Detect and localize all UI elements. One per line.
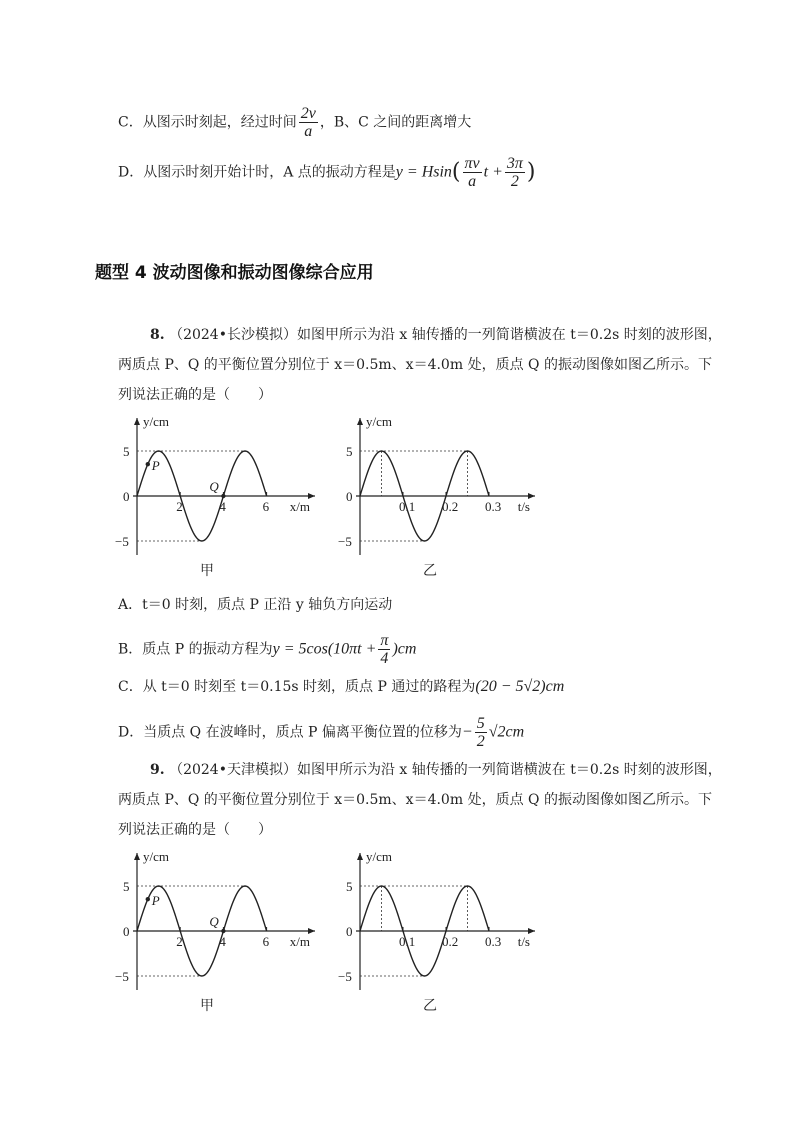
x-tick-label: 0.3 [485,934,502,949]
q8-option-b: B．质点 P 的振动方程为y = 5cos(10πt + $\frac{\pi}{4}$ )cm [118,632,417,667]
y-tick-label: 5 [346,879,353,894]
option-d-eq: y = Hsin [395,163,452,181]
x-tick-label: 2 [176,499,183,514]
y-axis-label: y/cm [366,414,392,429]
x-tick-label: 4 [219,934,226,949]
q8-option-c: C．从 t＝0 时刻至 t＝0.15s 时刻，质点 P 通过的路程为(20 − 5√2)cm [118,678,565,695]
q9-line2: 两质点 P、Q 的平衡位置分别位于 x＝0.5m、x＝4.0m 处，质点 Q 的振动图像如图乙所示。下 [118,792,712,808]
graph-jia-caption-q9: 甲 [200,998,214,1014]
y-tick-label: 0 [346,489,353,504]
x-axis-label: t/s [517,934,530,949]
point-label-p: P [151,458,160,474]
x-tick-label: 4 [219,499,226,514]
option-c-text: C．从图示时刻起，经过时间 [118,114,297,131]
y-tick-label: 0 [123,924,130,939]
q8-line2: 两质点 P、Q 的平衡位置分别位于 x＝0.5m、x＝4.0m 处，质点 Q 的振动图像如图乙所示。下 [118,357,712,373]
y-tick-label: −5 [338,534,352,549]
x-axis-label: t/s [517,499,530,514]
x-axis-label: x/m [289,499,310,514]
y-tick-label: 5 [346,444,353,459]
y-tick-label: 0 [346,924,353,939]
graph-jia-caption: 甲 [200,563,214,579]
x-tick-label: 6 [262,934,270,949]
x-tick-label: 0.2 [442,934,459,949]
option-c-fraction: $\frac{2v}{a}$ [300,105,316,140]
y-axis-arrow [357,853,363,860]
option-d: D．从图示时刻开始计时，A 点的振动方程是y = Hsin( $\frac{\pi v}{a}$ t + $\frac{3\pi}{2}$ ) [118,155,536,190]
q8-line1: 8. （2024•长沙模拟）如图甲所示为沿 x 轴传播的一列简谐横波在 t＝0.2s 时刻的波形图， [150,327,722,343]
section-heading: 题型 4 波动图像和振动图像综合应用 [95,263,374,283]
y-tick-label: −5 [338,969,352,984]
point-label-q: Q [209,914,219,929]
y-axis-label: y/cm [143,849,169,864]
x-tick-label: 6 [262,499,270,514]
graph-yi-caption-q9: 乙 [423,998,437,1014]
q8-line3: 列说法正确的是（ ） [118,387,272,403]
q9-line3: 列说法正确的是（ ） [118,822,272,838]
y-tick-label: −5 [115,534,129,549]
y-tick-label: −5 [115,969,129,984]
x-tick-label: 0.3 [485,499,502,514]
x-axis-label: x/m [289,934,310,949]
q8-option-d: D．当质点 Q 在波峰时，质点 P 偏离平衡位置的位移为− $\frac{5}{2}$ √2cm [118,715,525,750]
x-tick-label: 0.2 [442,499,459,514]
x-tick-label: 0.1 [399,934,416,949]
y-tick-label: 5 [123,444,130,459]
q9-line1: 9. （2024•天津模拟）如图甲所示为沿 x 轴传播的一列简谐横波在 t＝0.2s 时刻的波形图， [150,762,722,778]
y-axis-label: y/cm [143,414,169,429]
point-label-p: P [151,893,160,909]
x-tick-label: 2 [176,934,183,949]
y-tick-label: 0 [123,489,130,504]
x-tick-label: 0.1 [399,499,416,514]
option-d-text: D．从图示时刻开始计时，A 点的振动方程是 [118,164,396,181]
q8-option-a: A．t＝0 时刻，质点 P 正沿 y 轴负方向运动 [118,597,393,613]
point-label-q: Q [209,479,219,494]
graph-yi-caption: 乙 [423,563,437,579]
y-axis-label: y/cm [366,849,392,864]
y-tick-label: 5 [123,879,130,894]
option-c-suffix: ，B、C 之间的距离增大 [319,114,472,131]
